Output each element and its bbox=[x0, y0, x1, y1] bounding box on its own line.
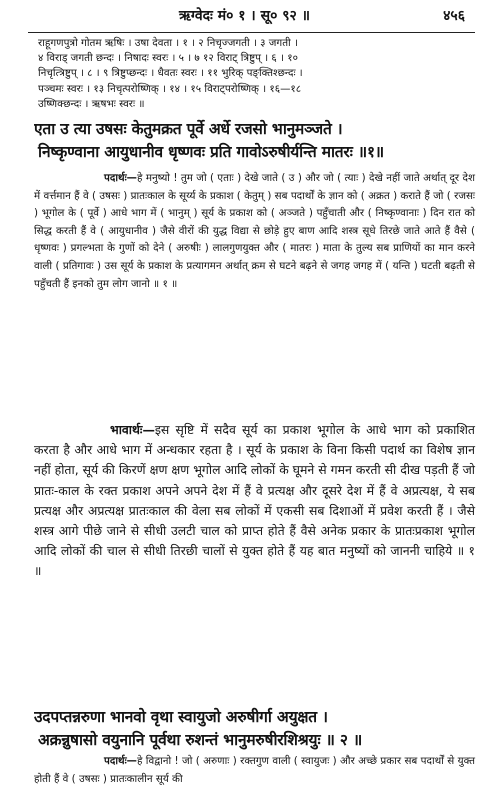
mantra-2 bbox=[34, 706, 475, 752]
page-header bbox=[0, 4, 489, 32]
mantra-1 bbox=[34, 118, 475, 164]
metadata-line: पञ्चमः स्वरः । १३ निचृत्परोष्णिक् । १४ । १५ विराट्परोष्णिक् । १६—१८ bbox=[38, 82, 302, 95]
mantra-line: अक्रन्नुषासो वयुनानि पूर्वथा रुशन्तं भानुमरुषीरशिश्रयुः ॥ २ ॥ bbox=[38, 731, 363, 749]
padartha-paragraph bbox=[34, 170, 475, 293]
padartha-1 bbox=[34, 170, 475, 293]
padartha-2 bbox=[34, 752, 475, 788]
padartha-text: हे मनुष्यो ! तुम जो ( एताः ) देखे जाते ( उ ) और जो ( त्याः ) देखे नहीं जाते अर्थात् दूर देश में वर्त्तमान हैं वे ( उषसः ) प्रातःकाल के सूर्य्य के प्रकाश ( केतुम् ) सब पदार्थों के ज्ञान को ( अक्रत ) कराते हैं जो ( रजसः ) भूगोल के ( पूर्वे ) आधे भाग में ( भानुम् ) सूर्य के प्रकाश को ( अञ्जते ) पहुँचाती और ( निष्कृण्वानाः ) दिन रात को सिद्ध करती हैं वे ( आयुधानीव ) जैसे वीरों की युद्ध विद्या से छोड़े हुए बाण आदि शस्त्र सूधे तिरछे जाते आते हैं वैसे ( धृष्णवः ) प्रगल्भता के गुणों को देने ( अरुषीः ) लालगुणयुक्त और ( मातरः ) माता के तुल्य सब प्राणियों का मान करने वाली ( प्रतिगावः ) उस सूर्य के प्रकाश के प्रत्यागमन अर्थात् क्रम से घटने बढ़ने से जगह जगह में ( यन्ति ) घटती बढ़ती से पहुँचती हैं इनको तुम लोग जानो ॥ १ ॥ bbox=[34, 172, 475, 290]
bhavartha-1 bbox=[34, 420, 475, 582]
running-header-title: ऋग्वेदः मं० १ । सू० ९२ ॥ bbox=[178, 8, 311, 24]
sukta-metadata bbox=[38, 36, 475, 112]
bhavartha-text: इस सृष्टि में सदैव सूर्य का प्रकाश भूगोल के आधे भाग को प्रकाशित करता है और आधे भाग में अन्धकार रहता है । सूर्य के प्रकाश के विना किसी पदार्थ का विशेष ज्ञान नहीं होता, सूर्य की किरणें क्षण क्षण भूगोल आदि लोकों के घूमने से गमन करती सी दीख पड़ती हैं जो प्रातः-काल के रक्त प्रकाश अपने अपने देश में हैं वे प्रत्यक्ष और दूसरे देश में हैं वे अप्रत्यक्ष, ये सब प्रत्यक्ष और अप्रत्यक्ष प्रातःकाल की वेला सब लोकों में एकसी सब दिशाओं में प्रवेश करती हैं । जैसे शस्त्र आगे पीछे जाने से सीधी उलटी चाल को प्राप्त होते हैं वैसे अनेक प्रकार के प्रातःप्रकाश भूगोल आदि लोकों की चाल से सीधी तिरछी चालों से युक्त होते हैं यह बात मनुष्यों को जाननी चाहिये ॥ १ ॥ bbox=[34, 422, 475, 579]
bhavartha-paragraph bbox=[34, 420, 475, 582]
header-divider bbox=[28, 32, 475, 33]
metadata-line: उष्णिक्छन्दः । ऋषभः स्वरः ॥ bbox=[38, 97, 145, 110]
mantra-line: एता उ त्या उषसः केतुमक्रत पूर्वे अर्धे रजसो भानुमञ्जते । bbox=[34, 120, 343, 138]
padartha-paragraph bbox=[34, 752, 475, 788]
padartha-text: हे विद्वानो ! जो ( अरुणाः ) रक्तगुण वाली ( स्वायुजः ) और अच्छे प्रकार सब पदार्थों से युक्त होती हैं वे ( उषसः ) प्रातःकालीन सूर्य की bbox=[34, 755, 475, 785]
metadata-line: राहूगणपुत्रो गोतम ऋषिः । उषा देवता । १ । २ निचृज्जगती । ३ जगती । bbox=[38, 37, 298, 49]
page-number: ४५६ bbox=[443, 8, 465, 24]
bhavartha-label: भावार्थः— bbox=[110, 422, 155, 437]
padartha-label: पदार्थः— bbox=[104, 755, 137, 767]
padartha-label: पदार्थः— bbox=[104, 172, 137, 184]
mantra-line: उदपप्तन्नरुणा भानवो वृथा स्वायुजो अरुषीर्गा अयुक्षत । bbox=[34, 708, 328, 726]
metadata-line: ४ विराड् जगती छन्दः । निषादः स्वरः । ५ । ७ १२ विराट् त्रिष्टुप् । ६ । १० bbox=[38, 52, 298, 65]
mantra-line: निष्कृण्वाना आयुधानीव धृष्णवः प्रति गावोऽरुषीर्यन्ति मातरः ॥१॥ bbox=[38, 143, 384, 161]
metadata-line: निचृत्त्रिष्टुप् । ८ । ९ त्रिष्टुप्छन्दः । धैवतः स्वरः । ११ भुरिक् पङ्क्तिश्छन्दः । bbox=[38, 67, 303, 80]
